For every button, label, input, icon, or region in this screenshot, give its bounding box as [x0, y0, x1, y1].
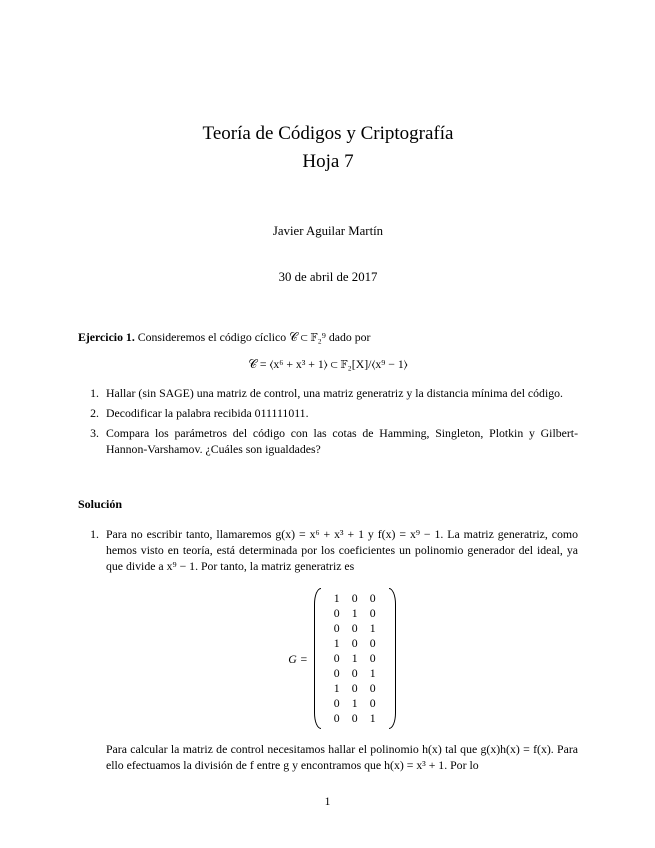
matrix-cell: 1: [369, 666, 376, 680]
matrix-cell: 0: [369, 606, 376, 620]
matrix-cell: 1: [333, 636, 340, 650]
matrix-cell: 0: [369, 636, 376, 650]
matrix-cell: 0: [369, 696, 376, 710]
matrix-cell: 0: [333, 711, 340, 725]
list-item-number: 1.: [90, 386, 99, 400]
matrix-row: [328, 711, 382, 726]
solution-item-number: 1.: [90, 527, 99, 541]
solution-paragraph-2: Para calcular la matriz de control necesitamos hallar el polinomio h(x) tal que g(x)h(x) = f(x). Para ello efectuamos la división de f entre g y encontramos que h(x) = x³ + 1. Por lo: [106, 742, 578, 772]
exercise-list: [78, 385, 578, 457]
matrix-row: [328, 681, 382, 696]
matrix-cell: 0: [333, 696, 340, 710]
page-subtitle: Hoja 7: [302, 151, 354, 172]
list-item: [78, 385, 578, 401]
matrix-cell: 1: [351, 651, 358, 665]
matrix-cell: 0: [333, 651, 340, 665]
solution-item: [78, 526, 578, 773]
text-column: [78, 0, 578, 773]
matrix-grid: [321, 588, 389, 729]
list-item-text: Decodificar la palabra recibida 011111011.: [106, 406, 309, 420]
generator-matrix-figure: [106, 588, 578, 729]
matrix-label: G =: [288, 651, 308, 666]
matrix-cell: 0: [369, 651, 376, 665]
author: Javier Aguilar Martín: [272, 224, 384, 238]
matrix-cell: 0: [369, 591, 376, 605]
date: 30 de abril de 2017: [278, 270, 378, 284]
matrix-row: [328, 621, 382, 636]
matrix-row: [328, 696, 382, 711]
matrix-paren-left-icon: [314, 588, 321, 729]
page-number: 1: [324, 796, 331, 808]
matrix-cell: 1: [351, 696, 358, 710]
matrix-row: [328, 606, 382, 621]
list-item: [78, 405, 578, 421]
matrix-cell: 1: [369, 621, 376, 635]
display-math: 𝒞 = ⟨x⁶ + x³ + 1⟩ ⊂ 𝔽₂[X]/⟨x⁹ − 1⟩: [248, 357, 408, 371]
matrix-cell: 1: [369, 711, 376, 725]
matrix-row: [328, 651, 382, 666]
matrix-cell: 1: [333, 681, 340, 695]
exercise-heading: [78, 329, 578, 345]
exercise-intro: Consideremos el código cíclico 𝒞 ⊂ 𝔽₂⁹ dado por: [137, 330, 371, 344]
list-item: [78, 425, 578, 457]
matrix-cell: 0: [369, 681, 376, 695]
matrix-cell: 0: [351, 681, 358, 695]
page-title: Teoría de Códigos y Criptografía: [202, 123, 454, 144]
matrix-cell: 0: [351, 666, 358, 680]
matrix-row: [328, 666, 382, 681]
matrix: [314, 588, 396, 729]
solution-list: [78, 526, 578, 773]
title-block: [78, 120, 578, 176]
solution-heading: Solución: [78, 497, 123, 511]
matrix-cell: 1: [351, 606, 358, 620]
matrix-cell: 1: [333, 591, 340, 605]
list-item-number: 3.: [90, 426, 99, 440]
matrix-cell: 0: [351, 591, 358, 605]
matrix-cell: 0: [351, 621, 358, 635]
matrix-cell: 0: [333, 666, 340, 680]
matrix-paren-right-icon: [389, 588, 396, 729]
list-item-text: Compara los parámetros del código con las cotas de Hamming, Singleton, Plotkin y Gilbert-Hannon-Varshamov. ¿Cuáles son igualdades?: [106, 426, 578, 456]
solution-item-body: [106, 526, 578, 773]
matrix-cell: 0: [333, 621, 340, 635]
matrix-cell: 0: [333, 606, 340, 620]
solution-paragraph-1: Para no escribir tanto, llamaremos g(x) = x⁶ + x³ + 1 y f(x) = x⁹ − 1. La matriz generatriz, como hemos visto en teoría, está determinada por los coeficientes un polinomio generador del ideal, ya que divide a x⁹ − 1. Por tanto, la matriz generatriz es: [106, 527, 578, 573]
exercise-label: Ejercicio 1.: [78, 330, 135, 344]
matrix-cell: 0: [351, 636, 358, 650]
list-item-number: 2.: [90, 406, 99, 420]
matrix-row: [328, 591, 382, 606]
matrix-cell: 0: [351, 711, 358, 725]
list-item-text: Hallar (sin SAGE) una matriz de control, una matriz generatriz y la distancia mínima del código.: [106, 386, 563, 400]
matrix-row: [328, 636, 382, 651]
